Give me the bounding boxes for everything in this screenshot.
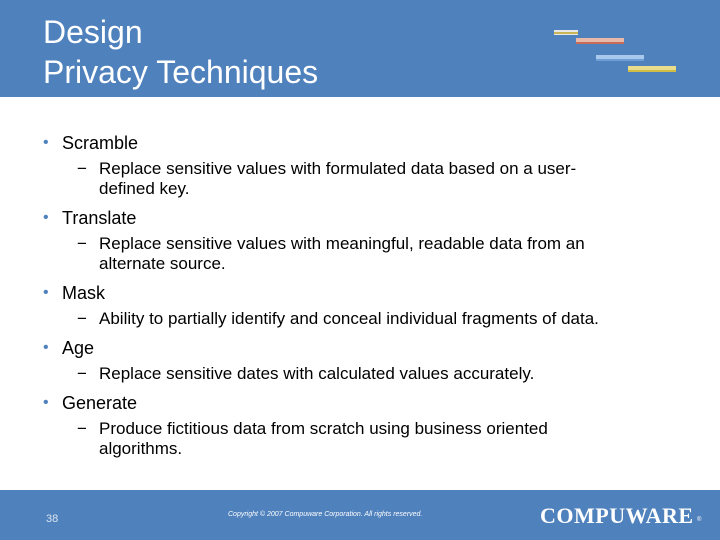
bullet-heading bbox=[40, 132, 700, 154]
sub-bullet-line: alternate source. bbox=[99, 254, 226, 273]
page-number: 38 bbox=[46, 513, 59, 525]
bullet-dot: • bbox=[43, 284, 49, 301]
sub-bullet bbox=[40, 234, 700, 274]
title-line-1: Design bbox=[43, 14, 143, 50]
bullet-dot: • bbox=[43, 209, 49, 226]
bullet-heading bbox=[40, 392, 700, 414]
sub-bullet-dash: − bbox=[77, 364, 87, 383]
footer-bar bbox=[0, 490, 720, 540]
bullet-item-translate bbox=[40, 207, 700, 274]
sub-bullet bbox=[40, 419, 700, 459]
bullet-dot: • bbox=[43, 339, 49, 356]
sub-bullet-dash: − bbox=[77, 159, 87, 178]
sub-bullet-line: Replace sensitive dates with calculated values accurately. bbox=[99, 364, 535, 383]
compuware-logo: COMPUWARE bbox=[540, 503, 694, 528]
sub-bullet-line: Replace sensitive values with formulated data based on a user- bbox=[99, 159, 577, 178]
sub-bullet bbox=[40, 364, 700, 384]
bullet-label: Translate bbox=[62, 208, 137, 228]
sub-bullet-dash: − bbox=[77, 234, 87, 253]
bullet-label: Mask bbox=[62, 283, 106, 303]
bullet-item-mask bbox=[40, 282, 700, 329]
bullet-heading bbox=[40, 207, 700, 229]
bullet-dot: • bbox=[43, 134, 49, 151]
gantt-bar-3-accent bbox=[596, 59, 644, 61]
copyright-notice: Copyright © 2007 Compuware Corporation. All rights reserved. bbox=[228, 511, 423, 518]
gantt-bar-1-accent bbox=[554, 32, 578, 34]
sub-bullet-line: Replace sensitive values with meaningful, readable data from an bbox=[99, 234, 585, 253]
header-bar bbox=[0, 0, 720, 97]
gantt-bar-2-accent bbox=[576, 42, 624, 44]
gantt-bars-graphic bbox=[550, 26, 680, 76]
sub-bullet-line: Produce fictitious data from scratch using business oriented bbox=[99, 419, 548, 438]
sub-bullet bbox=[40, 159, 700, 199]
sub-bullet-dash: − bbox=[77, 419, 87, 438]
registered-mark: ® bbox=[697, 517, 702, 523]
sub-bullet bbox=[40, 309, 700, 329]
bullet-item-scramble bbox=[40, 132, 700, 199]
bullet-item-age bbox=[40, 337, 700, 384]
slide-title bbox=[43, 12, 318, 92]
bullet-label: Scramble bbox=[62, 133, 139, 153]
sub-bullet-dash: − bbox=[77, 309, 87, 328]
gantt-bar-4-accent bbox=[628, 70, 676, 72]
bullet-label: Age bbox=[62, 338, 95, 358]
bullet-label: Generate bbox=[62, 393, 138, 413]
sub-bullet-line: Ability to partially identify and conceal individual fragments of data. bbox=[99, 309, 599, 328]
bullet-dot: • bbox=[43, 394, 49, 411]
bullet-item-generate bbox=[40, 392, 700, 459]
bullet-heading bbox=[40, 337, 700, 359]
bullet-list bbox=[40, 126, 700, 467]
sub-bullet-line: algorithms. bbox=[99, 439, 183, 458]
bullet-heading bbox=[40, 282, 700, 304]
title-line-2: Privacy Techniques bbox=[43, 54, 319, 90]
sub-bullet-line: defined key. bbox=[99, 179, 190, 198]
